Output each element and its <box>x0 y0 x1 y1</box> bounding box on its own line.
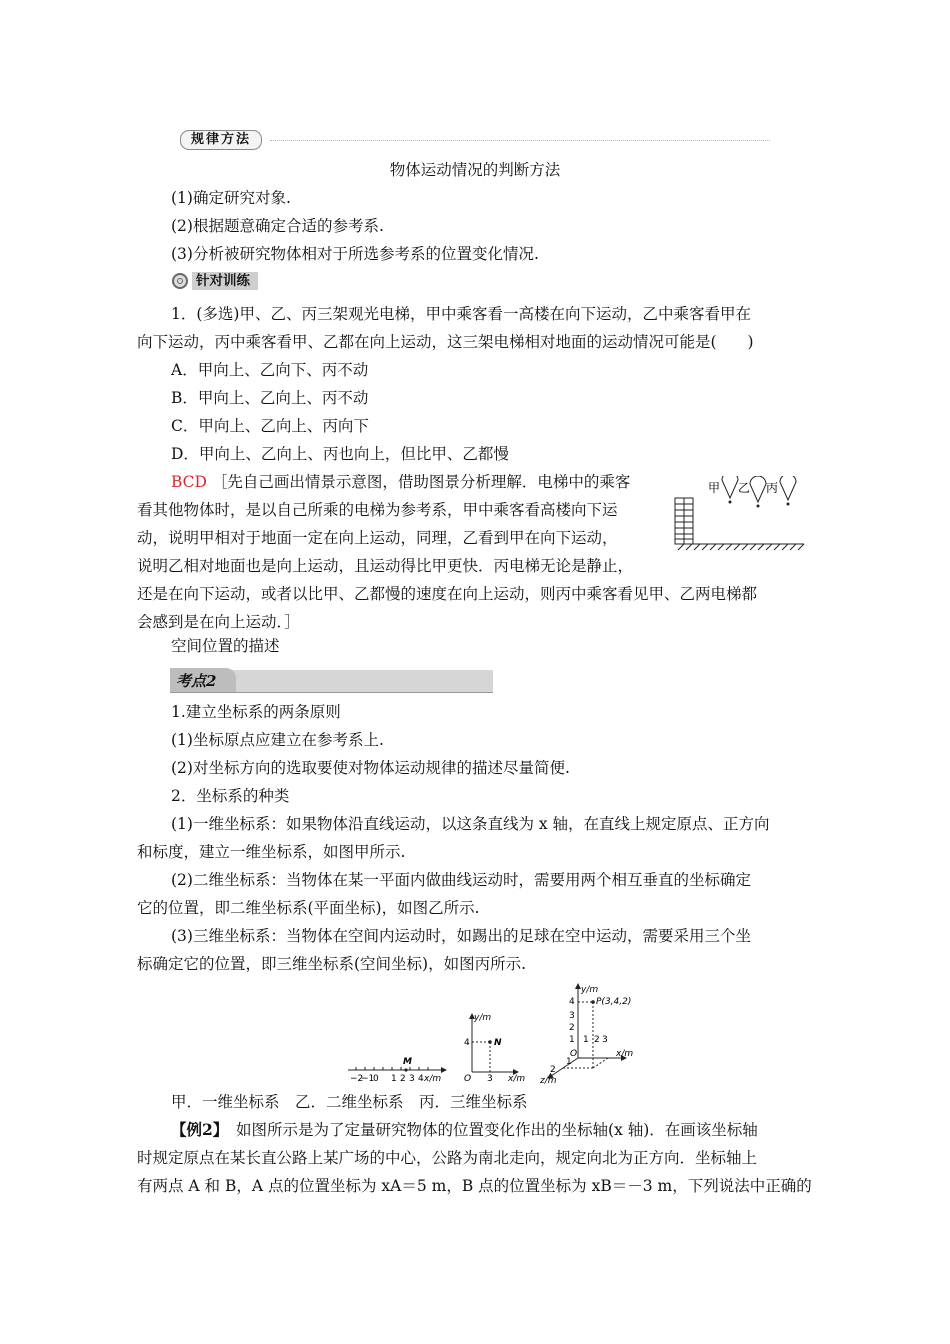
elevator-jia-icon <box>722 476 738 498</box>
elevator-bing-icon <box>780 476 796 500</box>
kaodian-tag: 考点2 <box>176 672 217 690</box>
option-a: A．甲向上、乙向下、丙不动 <box>171 361 369 379</box>
three-d-z-tick-2: 2 <box>550 1065 556 1075</box>
one-d-axis-label: x/m <box>424 1074 442 1084</box>
one-d-axis-figure <box>348 1057 446 1084</box>
question-line-2: 向下运动，丙中乘客看甲、乙都在向上运动，这三架电梯相对地面的运动情况可能是( ) <box>137 333 754 351</box>
two-d-y-tick: 4 <box>464 1038 470 1048</box>
three-d-y-label: y/m <box>581 985 599 995</box>
explanation-line-3: 动，说明甲相对于地面一定在向上运动，同理，乙看到甲在向下运动， <box>137 529 618 547</box>
two-d-x-tick: 3 <box>487 1074 493 1084</box>
three-d-x-tick-1: 1 <box>583 1035 589 1045</box>
training-tag: 针对训练 <box>192 272 258 290</box>
example2-line-3: 有两点 A 和 B，A 点的位置坐标为 xA＝5 m，B 点的位置坐标为 xB＝－3 m，下列说法中正确的 <box>137 1177 812 1195</box>
option-c: C．甲向上、乙向上、丙向下 <box>171 417 369 435</box>
question-line-1: 1．(多选)甲、乙、丙三架观光电梯，甲中乘客看一高楼在向下运动，乙中乘客看甲在 <box>171 305 751 323</box>
three-d-x-label: x/m <box>616 1049 634 1059</box>
three-d-line-1: (3)三维坐标系：当物体在空间内运动时，如踢出的足球在空中运动，需要采用三个坐 <box>171 927 751 945</box>
tick-1: 1 <box>391 1074 397 1084</box>
method-section-header <box>180 128 770 150</box>
three-d-y-tick-4: 4 <box>569 997 575 1007</box>
figure-caption: 甲．一维坐标系 乙．二维坐标系 丙．三维坐标系 <box>171 1093 528 1111</box>
example2-text-1: 如图所示是为了定量研究物体的位置变化作出的坐标轴(x 轴)．在画该坐标轴 <box>220 1121 758 1139</box>
answer-text: BCD <box>171 473 207 491</box>
example2-line-2: 时规定原点在某长直公路上某广场的中心，公路为南北走向，规定向北为正方向．坐标轴上 <box>137 1149 758 1167</box>
three-d-x-tick-3: 3 <box>602 1035 608 1045</box>
three-d-z-tick-1: 1 <box>566 1057 572 1067</box>
three-d-axis-figure <box>539 984 633 1084</box>
types-heading: 2．坐标系的种类 <box>171 787 290 805</box>
option-b: B．甲向上、乙向上、丙不动 <box>171 389 369 407</box>
option-d: D．甲向上、乙向上、丙也向上，但比甲、乙都慢 <box>171 445 509 463</box>
two-d-origin: O <box>464 1074 472 1084</box>
point-n-label: N <box>494 1038 502 1048</box>
principle-1: (1)坐标原点应建立在参考系上. <box>171 731 384 749</box>
building-grid <box>675 498 693 544</box>
tick-3: 3 <box>409 1074 415 1084</box>
three-d-y-tick-2: 2 <box>569 1023 575 1033</box>
method-step-2: (2)根据题意确定合适的参考系. <box>171 217 384 235</box>
three-d-origin: O <box>570 1049 578 1059</box>
example2-label: 【例2】 <box>171 1120 221 1139</box>
two-d-axis-figure <box>464 1013 525 1084</box>
label-jia: 甲 <box>708 481 721 495</box>
principle-heading: 1.建立坐标系的两条原则 <box>171 703 341 721</box>
three-d-line-2: 标确定它的位置，即三维坐标系(空间坐标)，如图丙所示. <box>137 955 527 973</box>
example2-line-1 <box>171 1120 758 1140</box>
three-d-z-label: z/m <box>540 1076 557 1084</box>
tick-neg2: −2 <box>350 1074 364 1084</box>
explanation-line-2: 看其他物体时，是以自己所乘的电梯为参考系，甲中乘客看高楼向下运 <box>137 501 618 519</box>
target-icon <box>172 273 188 289</box>
two-d-line-2: 它的位置，即二维坐标系(平面坐标)，如图乙所示. <box>137 899 480 917</box>
three-d-y-tick-3: 3 <box>569 1011 575 1021</box>
label-bing: 丙 <box>766 481 779 495</box>
method-step-1: (1)确定研究对象. <box>171 189 291 207</box>
tick-4: 4 <box>418 1074 424 1084</box>
two-d-y-label: y/m <box>474 1013 492 1023</box>
training-section-header <box>170 272 300 292</box>
two-d-x-label: x/m <box>508 1074 526 1084</box>
label-yi: 乙 <box>738 481 751 495</box>
two-d-line-1: (2)二维坐标系：当物体在某一平面内做曲线运动时，需要用两个相互垂直的坐标确定 <box>171 871 751 889</box>
point-m-label: M <box>403 1057 412 1067</box>
explanation-line-5: 还是在向下运动，或者以比甲、乙都慢的速度在向上运动，则丙中乘客看见甲、乙两电梯都 <box>137 585 758 603</box>
tick-2: 2 <box>400 1074 406 1084</box>
one-d-line-1: (1)一维坐标系：如果物体沿直线运动，以这条直线为 x 轴，在直线上规定原点、正方向 <box>171 815 770 833</box>
coordinate-figures <box>340 982 640 1084</box>
explanation-line-1 <box>171 472 630 492</box>
elevator-yi-icon <box>750 476 766 502</box>
ground <box>675 544 804 550</box>
method-tag: 规律方法 <box>180 130 262 150</box>
tick-neg1: −1 <box>361 1074 375 1084</box>
principle-2: (2)对坐标方向的选取要使对物体运动规律的描述尽量简便. <box>171 759 570 777</box>
elevator-figure <box>670 476 810 556</box>
explanation-text-1: ［先自己画出情景示意图，借助图景分析理解．电梯中的乘客 <box>211 473 631 491</box>
three-d-y-tick-1: 1 <box>569 1035 575 1045</box>
method-title: 物体运动情况的判断方法 <box>389 161 561 179</box>
tick-0: 0 <box>373 1074 379 1084</box>
header-rule <box>270 140 770 141</box>
explanation-line-6: 会感到是在向上运动．］ <box>137 613 300 631</box>
three-d-x-tick-2: 2 <box>594 1035 600 1045</box>
space-title: 空间位置的描述 <box>171 637 280 655</box>
explanation-line-4: 说明乙相对地面也是向上运动，且运动得比甲更快．丙电梯无论是静止， <box>137 557 634 575</box>
kaodian-header <box>170 670 493 693</box>
one-d-line-2: 和标度，建立一维坐标系，如图甲所示. <box>137 843 406 861</box>
method-step-3: (3)分析被研究物体相对于所选参考系的位置变化情况. <box>171 245 539 263</box>
point-p-label: P(3,4,2) <box>596 997 632 1007</box>
